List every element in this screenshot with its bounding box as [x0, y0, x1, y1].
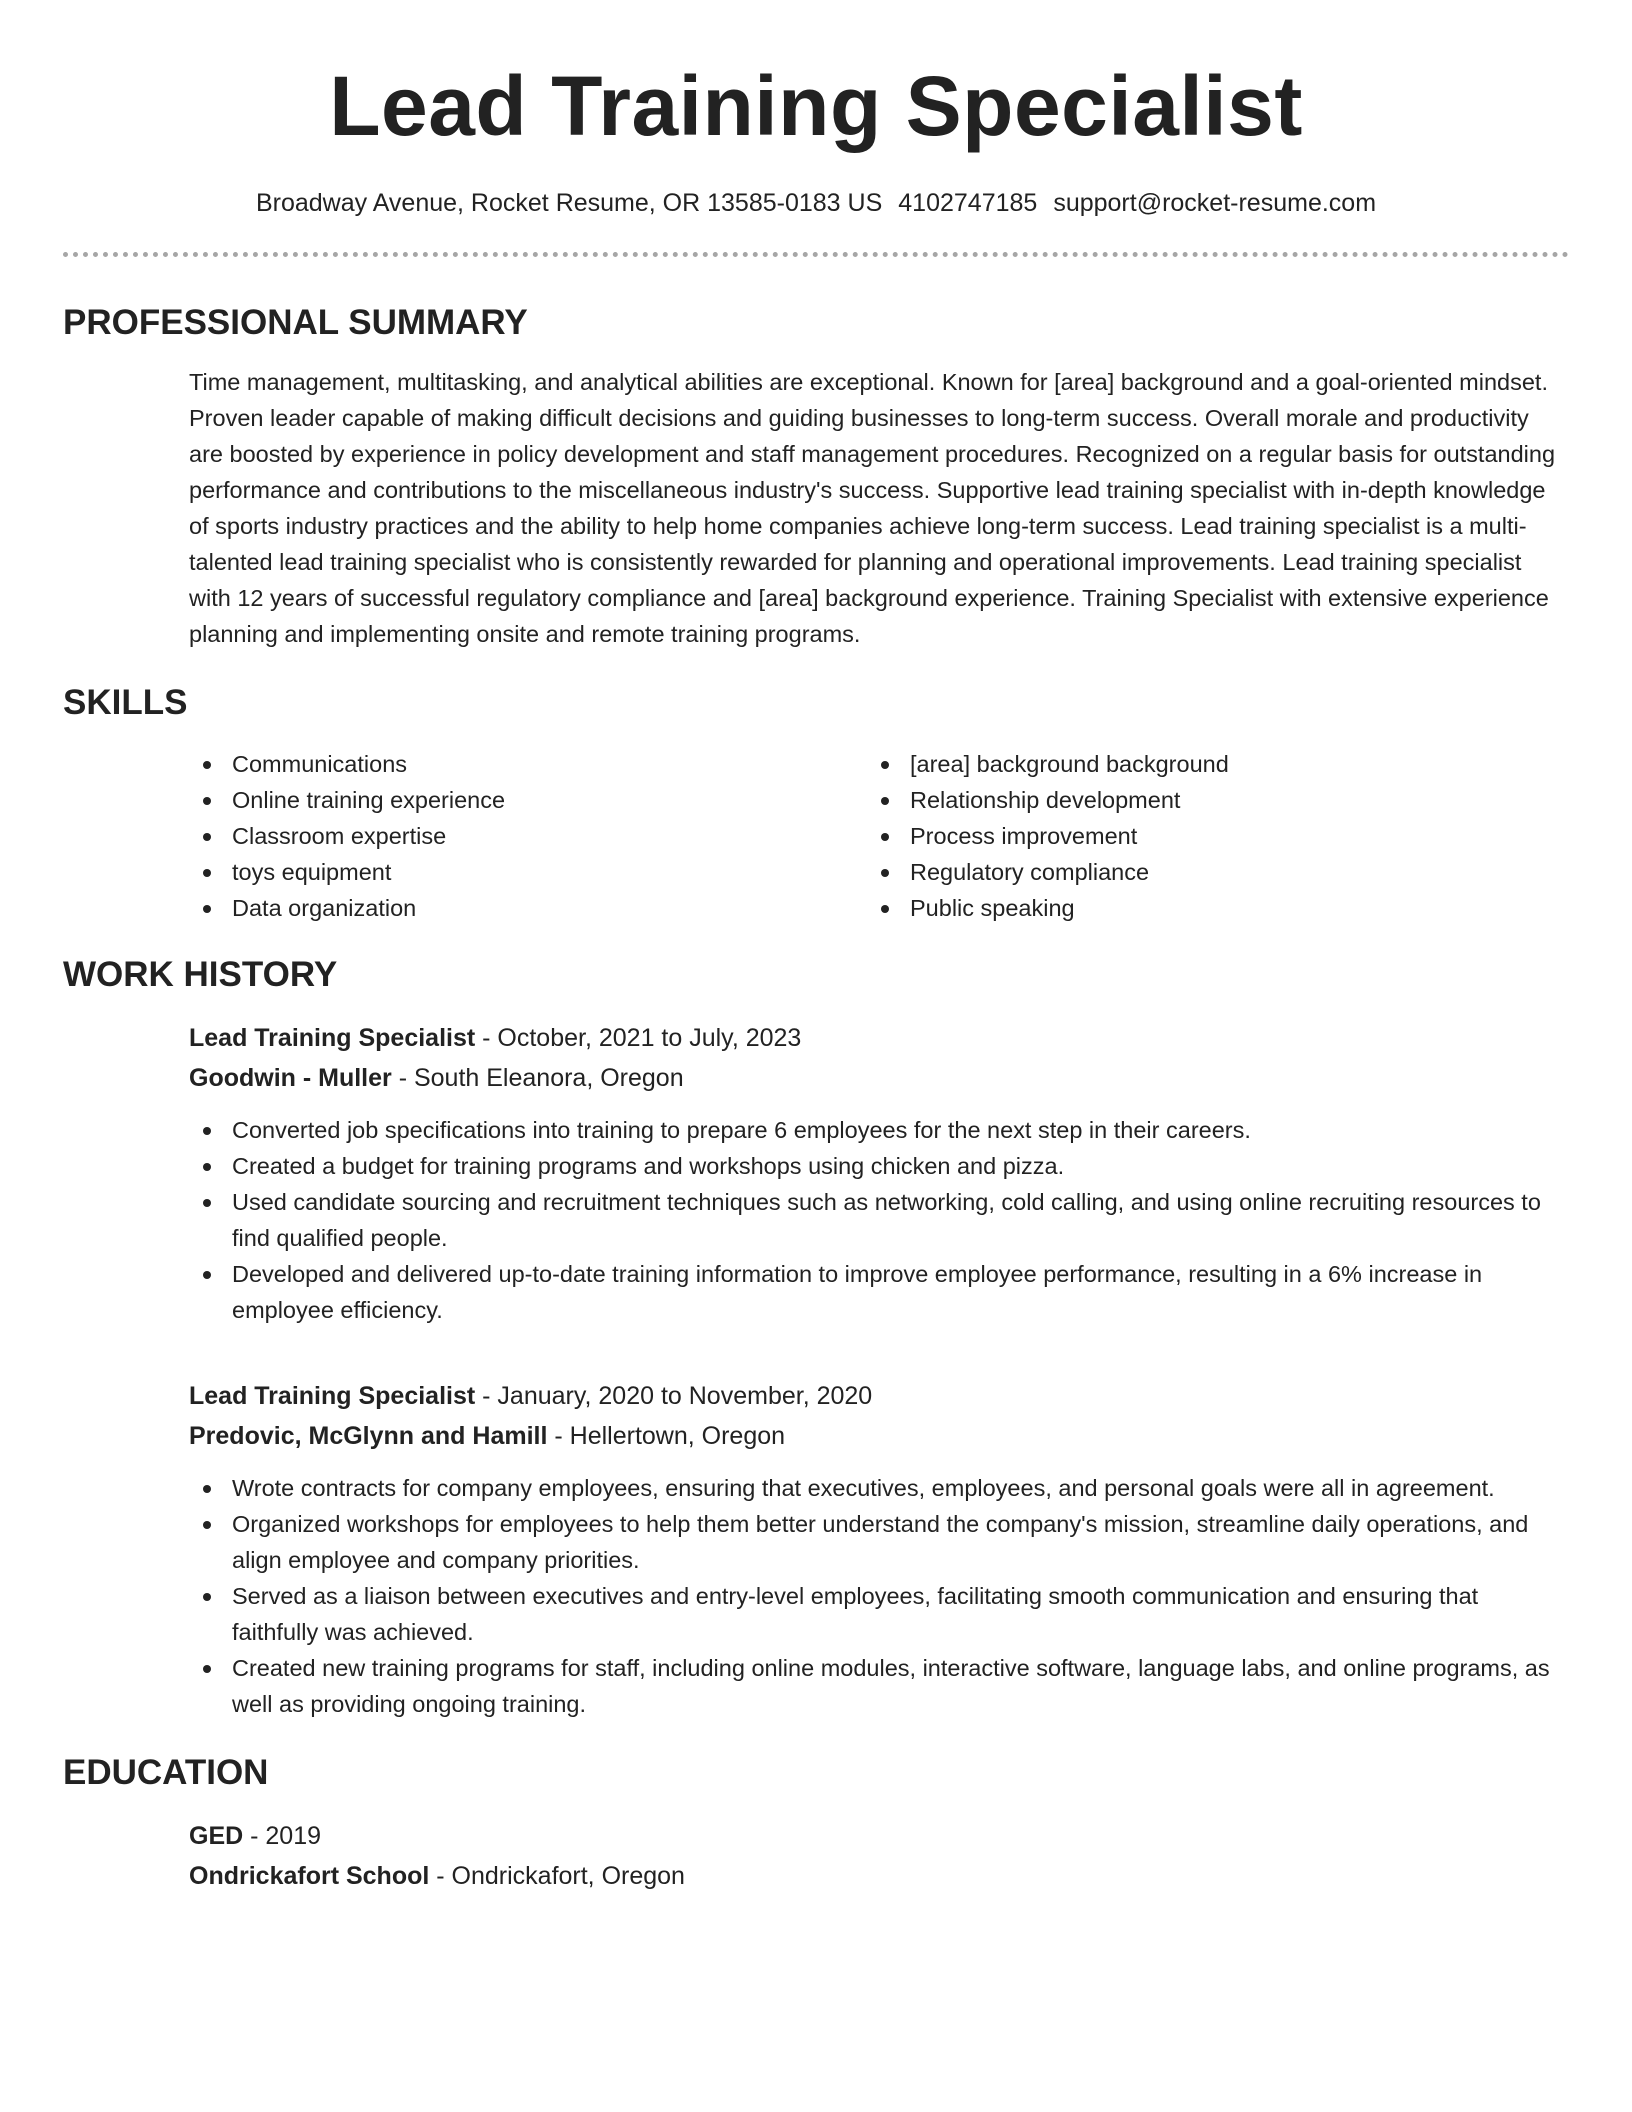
- work-history-heading: WORK HISTORY: [63, 955, 338, 994]
- job-location: - South Eleanora, Oregon: [391, 1064, 684, 1092]
- education-entry: [189, 1816, 1569, 1896]
- contact-email[interactable]: support@rocket-resume.com: [1053, 189, 1377, 217]
- education-degree-line: [189, 1816, 1569, 1856]
- job-bullet: Converted job specifications into training to prepare 6 employees for the next step in their careers.: [189, 1112, 1569, 1148]
- job-entry: [189, 1018, 1569, 1328]
- education-degree: GED: [189, 1822, 244, 1850]
- resume-header: [63, 0, 1569, 218]
- job-entry: [189, 1376, 1569, 1722]
- contact-phone: 4102747185: [898, 189, 1038, 217]
- job-location: - Hellertown, Oregon: [547, 1422, 786, 1450]
- job-company: Predovic, McGlynn and Hamill: [189, 1422, 548, 1450]
- job-role: Lead Training Specialist: [189, 1024, 476, 1052]
- job-bullet: Served as a liaison between executives and entry-level employees, facilitating smooth communication and ensuring that faithfully was achieved.: [189, 1578, 1569, 1650]
- contact-line: [63, 188, 1569, 218]
- education-school-line: [189, 1856, 1569, 1896]
- skills-column-right: [867, 746, 1545, 926]
- skill-item: Data organization: [189, 890, 867, 926]
- job-company-line: [189, 1416, 1569, 1456]
- job-bullets: [189, 1470, 1569, 1722]
- job-bullet: Created a budget for training programs and workshops using chicken and pizza.: [189, 1148, 1569, 1184]
- skill-item: toys equipment: [189, 854, 867, 890]
- job-bullet: Used candidate sourcing and recruitment techniques such as networking, cold calling, and using online recruiting resources to find qualified people.: [189, 1184, 1569, 1256]
- contact-address: Broadway Avenue, Rocket Resume, OR 13585-0183 US: [255, 189, 883, 217]
- summary-heading: PROFESSIONAL SUMMARY: [63, 303, 528, 342]
- candidate-name: Lead Training Specialist: [329, 59, 1303, 153]
- skills-heading: SKILLS: [63, 683, 188, 722]
- skill-item: Public speaking: [867, 890, 1545, 926]
- job-bullet: Organized workshops for employees to help them better understand the company's mission, streamline daily operations, and align employee and company priorities.: [189, 1506, 1569, 1578]
- job-bullets: [189, 1112, 1569, 1328]
- job-dates: - January, 2020 to November, 2020: [475, 1382, 873, 1410]
- job-title-line: [189, 1376, 1569, 1416]
- skills-list: [189, 746, 1569, 926]
- skill-item: Communications: [189, 746, 867, 782]
- skills-column-left: [189, 746, 867, 926]
- summary-text: Time management, multitasking, and analytical abilities are exceptional. Known for [area] background and a goal-oriented mindset. Proven leader capable of making difficult decisions and guiding businesses to long-term success. Overall morale and productivity are boosted by experience in policy development and staff management procedures. Recognized on a regular basis for outstanding performance and contributions to the miscellaneous industry's success. Supportive lead training specialist with in-depth knowledge of sports industry practices and the ability to help home companies achieve long-term success. Lead training specialist is a multi-talented lead training specialist who is consistently rewarded for planning and operational improvements. Lead training specialist with 12 years of successful regulatory compliance and [area] background experience. Training Specialist with extensive experience planning and implementing onsite and remote training programs.: [189, 369, 1556, 647]
- education-location: - Ondrickafort, Oregon: [429, 1862, 685, 1890]
- job-bullet: Wrote contracts for company employees, ensuring that executives, employees, and personal goals were all in agreement.: [189, 1470, 1569, 1506]
- job-company-line: [189, 1058, 1569, 1098]
- skill-item: Regulatory compliance: [867, 854, 1545, 890]
- job-bullet: Created new training programs for staff, including online modules, interactive software, language labs, and online programs, as well as providing ongoing training.: [189, 1650, 1569, 1722]
- skill-item: [area] background background: [867, 746, 1545, 782]
- job-dates: - October, 2021 to July, 2023: [475, 1024, 802, 1052]
- education-school: Ondrickafort School: [189, 1862, 430, 1890]
- job-role: Lead Training Specialist: [189, 1382, 476, 1410]
- skill-item: Process improvement: [867, 818, 1545, 854]
- job-company: Goodwin - Muller: [189, 1064, 392, 1092]
- education-year: - 2019: [243, 1822, 322, 1850]
- education-heading: EDUCATION: [63, 1753, 269, 1792]
- job-bullet: Developed and delivered up-to-date training information to improve employee performance, resulting in a 6% increase in employee efficiency.: [189, 1256, 1569, 1328]
- skill-item: Online training experience: [189, 782, 867, 818]
- skill-item: Relationship development: [867, 782, 1545, 818]
- header-divider: [63, 252, 1569, 257]
- job-title-line: [189, 1018, 1569, 1058]
- skill-item: Classroom expertise: [189, 818, 867, 854]
